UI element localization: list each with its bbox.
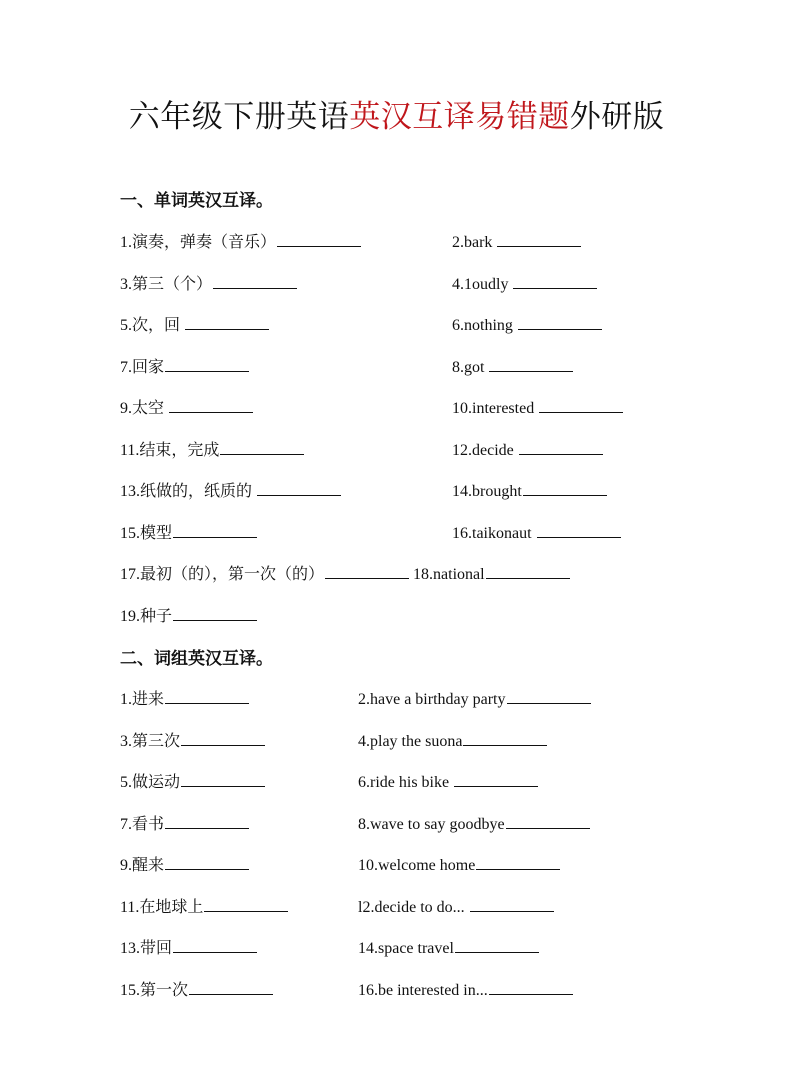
word-row xyxy=(0,230,793,256)
answer-blank[interactable] xyxy=(213,272,297,289)
word-row xyxy=(0,562,793,588)
phrase-row xyxy=(0,812,793,838)
answer-blank[interactable] xyxy=(476,853,560,870)
answer-blank[interactable] xyxy=(539,396,623,413)
phrase-item: 6.ride his bike xyxy=(358,770,538,796)
answer-blank[interactable] xyxy=(165,812,249,829)
word-row xyxy=(0,396,793,422)
answer-blank[interactable] xyxy=(220,438,304,455)
page-title xyxy=(0,95,793,139)
word-item: 19.种子 xyxy=(120,604,257,630)
answer-blank[interactable] xyxy=(454,770,538,787)
phrase-row xyxy=(0,687,793,713)
phrase-item: 1.进来 xyxy=(120,687,249,713)
answer-blank[interactable] xyxy=(204,895,288,912)
title-part-2-highlight: 英汉互译易错题 xyxy=(349,99,570,135)
word-item: 4.1oudly xyxy=(452,272,597,298)
answer-blank[interactable] xyxy=(181,770,265,787)
word-item: 14.brought xyxy=(452,479,607,505)
word-row xyxy=(0,604,793,630)
answer-blank[interactable] xyxy=(181,729,265,746)
answer-blank[interactable] xyxy=(165,687,249,704)
answer-blank[interactable] xyxy=(257,479,341,496)
word-row xyxy=(0,479,793,505)
answer-blank[interactable] xyxy=(325,562,409,579)
answer-blank[interactable] xyxy=(519,438,603,455)
word-item: 6.nothing xyxy=(452,313,602,339)
word-item: 10.interested xyxy=(452,396,623,422)
word-item: 2.bark xyxy=(452,230,581,256)
answer-blank[interactable] xyxy=(189,978,273,995)
word-item: 15.模型 xyxy=(120,521,257,547)
phrase-item: 14.space travel xyxy=(358,936,539,962)
phrase-item: 8.wave to say goodbye xyxy=(358,812,590,838)
answer-blank[interactable] xyxy=(497,230,581,247)
phrase-row xyxy=(0,936,793,962)
phrase-item: 13.带回 xyxy=(120,936,257,962)
word-item: 3.第三（个） xyxy=(120,272,297,298)
phrase-item: 10.welcome home xyxy=(358,853,560,879)
answer-blank[interactable] xyxy=(506,812,590,829)
answer-blank[interactable] xyxy=(165,355,249,372)
phrase-item: 5.做运动 xyxy=(120,770,265,796)
phrase-row xyxy=(0,853,793,879)
word-item: 16.taikonaut xyxy=(452,521,621,547)
answer-blank[interactable] xyxy=(470,895,554,912)
word-item: 12.decide xyxy=(452,438,603,464)
word-row xyxy=(0,438,793,464)
phrase-row xyxy=(0,978,793,1004)
word-item: 17.最初（的），第一次（的） 18.national xyxy=(120,562,570,588)
answer-blank[interactable] xyxy=(165,853,249,870)
word-item: 7.回家 xyxy=(120,355,249,381)
answer-blank[interactable] xyxy=(489,355,573,372)
phrase-item: 3.第三次 xyxy=(120,729,265,755)
word-row xyxy=(0,272,793,298)
title-part-3: 外研版 xyxy=(569,99,665,135)
phrase-item: 7.看书 xyxy=(120,812,249,838)
answer-blank[interactable] xyxy=(277,230,361,247)
phrase-item: 15.第一次 xyxy=(120,978,273,1004)
answer-blank[interactable] xyxy=(173,936,257,953)
word-item: 11.结束，完成 xyxy=(120,438,304,464)
phrase-item: 16.be interested in... xyxy=(358,978,573,1004)
answer-blank[interactable] xyxy=(486,562,570,579)
phrase-item: 2.have a birthday party xyxy=(358,687,591,713)
word-row xyxy=(0,313,793,339)
answer-blank[interactable] xyxy=(489,978,573,995)
answer-blank[interactable] xyxy=(537,521,621,538)
answer-blank[interactable] xyxy=(523,479,607,496)
title-part-1: 六年级下册英语 xyxy=(128,99,350,135)
phrase-row xyxy=(0,729,793,755)
answer-blank[interactable] xyxy=(513,272,597,289)
answer-blank[interactable] xyxy=(507,687,591,704)
phrase-item: 11.在地球上 xyxy=(120,895,288,921)
section-1-heading: 一、单词英汉互译。 xyxy=(120,191,273,211)
word-item: 1.演奏，弹奏（音乐） xyxy=(120,230,361,256)
answer-blank[interactable] xyxy=(173,521,257,538)
phrase-row xyxy=(0,770,793,796)
word-item: 8.got xyxy=(452,355,573,381)
answer-blank[interactable] xyxy=(463,729,547,746)
word-row xyxy=(0,355,793,381)
phrase-row xyxy=(0,895,793,921)
word-row xyxy=(0,521,793,547)
word-item: 13.纸做的，纸质的 xyxy=(120,479,341,505)
answer-blank[interactable] xyxy=(169,396,253,413)
answer-blank[interactable] xyxy=(185,313,269,330)
answer-blank[interactable] xyxy=(455,936,539,953)
section-2-heading: 二、词组英汉互译。 xyxy=(120,649,273,669)
phrase-item: 9.醒来 xyxy=(120,853,249,879)
word-item: 5.次，回 xyxy=(120,313,269,339)
answer-blank[interactable] xyxy=(173,604,257,621)
phrase-item: 4.play the suona xyxy=(358,729,547,755)
answer-blank[interactable] xyxy=(518,313,602,330)
phrase-item: l2.decide to do... xyxy=(358,895,554,921)
word-item: 9.太空 xyxy=(120,396,253,422)
